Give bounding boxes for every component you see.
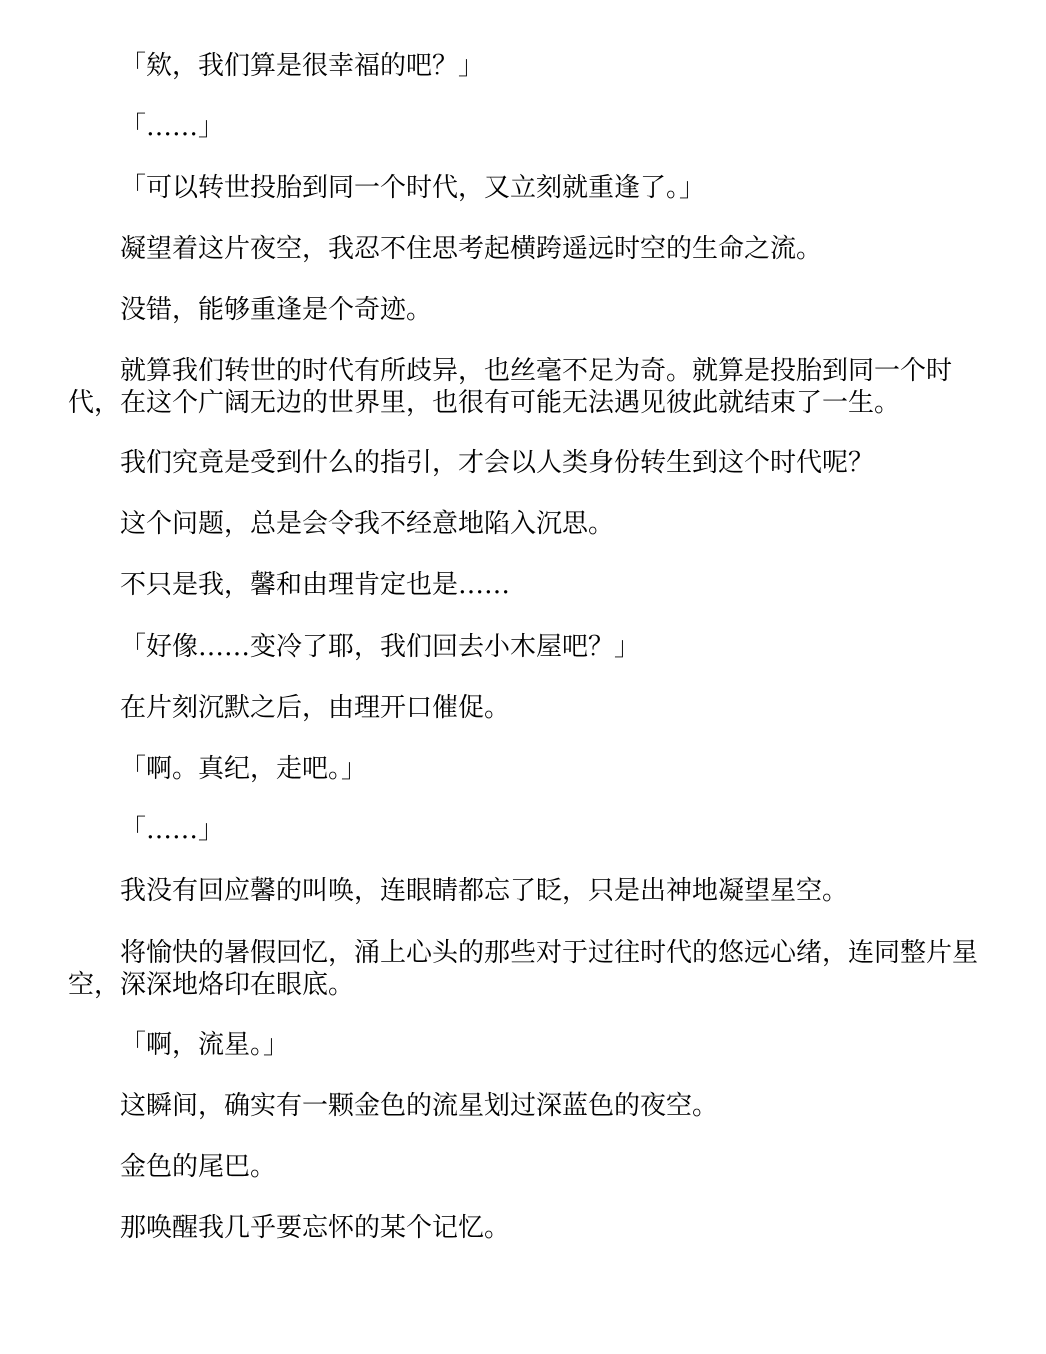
paragraph: 我们究竟是受到什么的指引，才会以人类身份转生到这个时代呢？	[120, 448, 875, 478]
paragraph: 「啊。真纪，走吧。」	[120, 754, 368, 784]
paragraph: 「啊，流星。」	[120, 1030, 290, 1060]
paragraph: 这个问题，总是会令我不经意地陷入沉思。	[120, 509, 615, 539]
paragraph: 那唤醒我几乎要忘怀的某个记忆。	[120, 1213, 511, 1243]
paragraph: 我没有回应馨的叫唤，连眼睛都忘了眨，只是出神地凝望星空。	[120, 876, 849, 906]
paragraph: 没错，能够重逢是个奇迹。	[120, 295, 433, 325]
paragraph: 凝望着这片夜空，我忍不住思考起横跨遥远时空的生命之流。	[120, 234, 823, 264]
document-page	[68, 0, 978, 1354]
paragraph: 金色的尾巴。	[120, 1152, 277, 1182]
paragraph: 「欸，我们算是很幸福的吧？」	[120, 51, 485, 81]
paragraph: 「……」	[120, 815, 225, 845]
paragraph: 将愉快的暑假回忆，涌上心头的那些对于过往时代的悠远心绪，连同整片星空，深深地烙印在眼底。	[68, 938, 979, 1000]
paragraph: 在片刻沉默之后，由理开口催促。	[120, 693, 511, 723]
paragraph: 「好像……变冷了耶，我们回去小木屋吧？」	[120, 632, 641, 662]
paragraph: 「可以转世投胎到同一个时代，又立刻就重逢了。」	[120, 173, 706, 203]
paragraph: 「……」	[120, 112, 225, 142]
paragraph: 不只是我，馨和由理肯定也是……	[120, 570, 511, 600]
paragraph: 这瞬间，确实有一颗金色的流星划过深蓝色的夜空。	[120, 1091, 719, 1121]
paragraph: 就算我们转世的时代有所歧异，也丝毫不足为奇。就算是投胎到同一个时代，在这个广阔无边的世界里，也很有可能无法遇见彼此就结束了一生。	[68, 356, 953, 418]
